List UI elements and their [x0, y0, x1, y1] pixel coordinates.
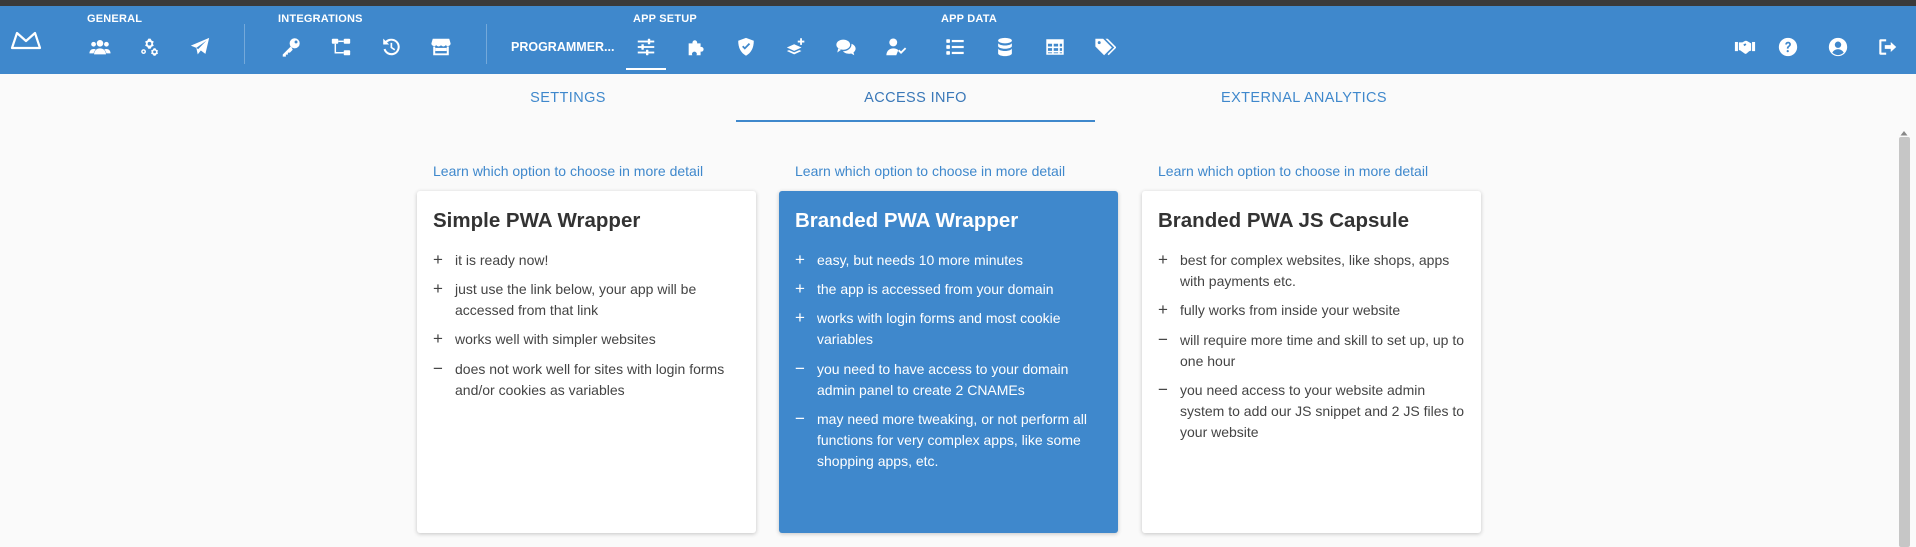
programmer-link[interactable]: PROGRAMMER...: [511, 40, 615, 54]
tab-bar: [0, 74, 1916, 122]
database-icon[interactable]: [991, 34, 1019, 60]
con-item: [795, 359, 1105, 401]
option-card-branded-pwa-js-capsule[interactable]: [1142, 191, 1481, 533]
help-icon[interactable]: [1774, 34, 1802, 60]
minus-icon: −: [795, 359, 805, 378]
scroll-up-arrow-icon[interactable]: [1899, 125, 1909, 135]
scrollbar-thumb[interactable]: [1899, 137, 1910, 547]
active-tab-indicator: [736, 120, 1095, 122]
item-text: just use the link below, your app will be accessed from that link: [455, 281, 697, 318]
toolbar-separator: [244, 24, 245, 64]
option-card-branded-pwa-wrapper[interactable]: [779, 191, 1118, 533]
learn-more-link[interactable]: Learn which option to choose in more detail: [433, 163, 704, 179]
tab-external-analytics[interactable]: EXTERNAL ANALYTICS: [1221, 90, 1387, 106]
card-title: Branded PWA Wrapper: [795, 209, 1019, 232]
toolbar-separator: [486, 24, 487, 64]
cogs-icon[interactable]: [136, 34, 164, 60]
pro-item: [1158, 300, 1468, 321]
feature-list: [433, 250, 743, 409]
tags-icon[interactable]: [1091, 34, 1119, 60]
plus-icon: +: [433, 279, 443, 298]
history-icon[interactable]: [377, 34, 405, 60]
item-text: will require more time and skill to set up, up to one hour: [1180, 332, 1465, 369]
users-icon[interactable]: [86, 34, 114, 60]
key-icon[interactable]: [277, 34, 305, 60]
plus-icon: +: [433, 250, 443, 269]
plus-icon: +: [795, 279, 805, 298]
minus-icon: −: [433, 359, 443, 378]
minus-icon: −: [795, 409, 805, 428]
sliders-icon[interactable]: [632, 34, 660, 60]
minus-icon: −: [1158, 380, 1168, 399]
item-text: works well with simpler websites: [455, 331, 656, 347]
item-text: fully works from inside your website: [1180, 302, 1401, 318]
learn-more-link[interactable]: Learn which option to choose in more detail: [1158, 163, 1429, 179]
item-text: may need more tweaking, or not perform all functions for very complex apps, like some shopping apps, etc.: [817, 411, 1088, 469]
plus-icon: +: [433, 329, 443, 348]
group-label-general: GENERAL: [87, 13, 143, 25]
plus-icon: +: [795, 250, 805, 269]
item-text: works with login forms and most cookie variables: [817, 310, 1061, 347]
con-item: [1158, 380, 1468, 443]
plus-icon: +: [795, 308, 805, 327]
item-text: best for complex websites, like shops, apps with payments etc.: [1180, 252, 1450, 289]
item-text: does not work well for sites with login forms and/or cookies as variables: [455, 361, 725, 398]
shield-check-icon[interactable]: [732, 34, 760, 60]
group-label-app-setup: APP SETUP: [633, 13, 697, 25]
con-item: [795, 409, 1105, 472]
store-icon[interactable]: [427, 34, 455, 60]
pro-item: [433, 279, 743, 321]
list-icon[interactable]: [941, 34, 969, 60]
card-title: Branded PWA JS Capsule: [1158, 209, 1409, 232]
handshake-icon[interactable]: [1731, 34, 1759, 60]
paper-plane-icon[interactable]: [186, 34, 214, 60]
item-text: you need access to your website admin system to add our JS snippet and 2 JS files to your website: [1180, 382, 1465, 440]
pro-item: [1158, 250, 1468, 292]
feature-list: [795, 250, 1105, 480]
pro-item: [795, 250, 1105, 271]
learn-more-link[interactable]: Learn which option to choose in more detail: [795, 163, 1066, 179]
pro-item: [433, 329, 743, 350]
group-label-integrations: INTEGRATIONS: [278, 13, 363, 25]
item-text: it is ready now!: [455, 252, 549, 268]
puzzle-icon[interactable]: [682, 34, 710, 60]
top-toolbar: [0, 6, 1916, 74]
logout-icon[interactable]: [1874, 34, 1902, 60]
pro-item: [795, 279, 1105, 300]
option-card-simple-pwa-wrapper[interactable]: [417, 191, 756, 533]
minus-icon: −: [1158, 330, 1168, 349]
feature-list: [1158, 250, 1468, 451]
con-item: [433, 359, 743, 401]
comments-icon[interactable]: [832, 34, 860, 60]
plus-icon: +: [1158, 250, 1168, 269]
account-icon[interactable]: [1824, 34, 1852, 60]
app-logo-icon[interactable]: [10, 28, 42, 52]
tab-settings[interactable]: SETTINGS: [530, 90, 606, 106]
plus-icon: +: [1158, 300, 1168, 319]
pro-item: [433, 250, 743, 271]
item-text: easy, but needs 10 more minutes: [817, 252, 1023, 268]
user-check-icon[interactable]: [882, 34, 910, 60]
layer-plus-icon[interactable]: [782, 34, 810, 60]
table-icon[interactable]: [1041, 34, 1069, 60]
item-text: you need to have access to your domain admin panel to create 2 CNAMEs: [817, 361, 1069, 398]
group-label-app-data: APP DATA: [941, 13, 997, 25]
card-title: Simple PWA Wrapper: [433, 209, 641, 232]
item-text: the app is accessed from your domain: [817, 281, 1054, 297]
pro-item: [795, 308, 1105, 350]
tab-access-info[interactable]: ACCESS INFO: [864, 90, 967, 106]
con-item: [1158, 330, 1468, 372]
sitemap-icon[interactable]: [327, 34, 355, 60]
